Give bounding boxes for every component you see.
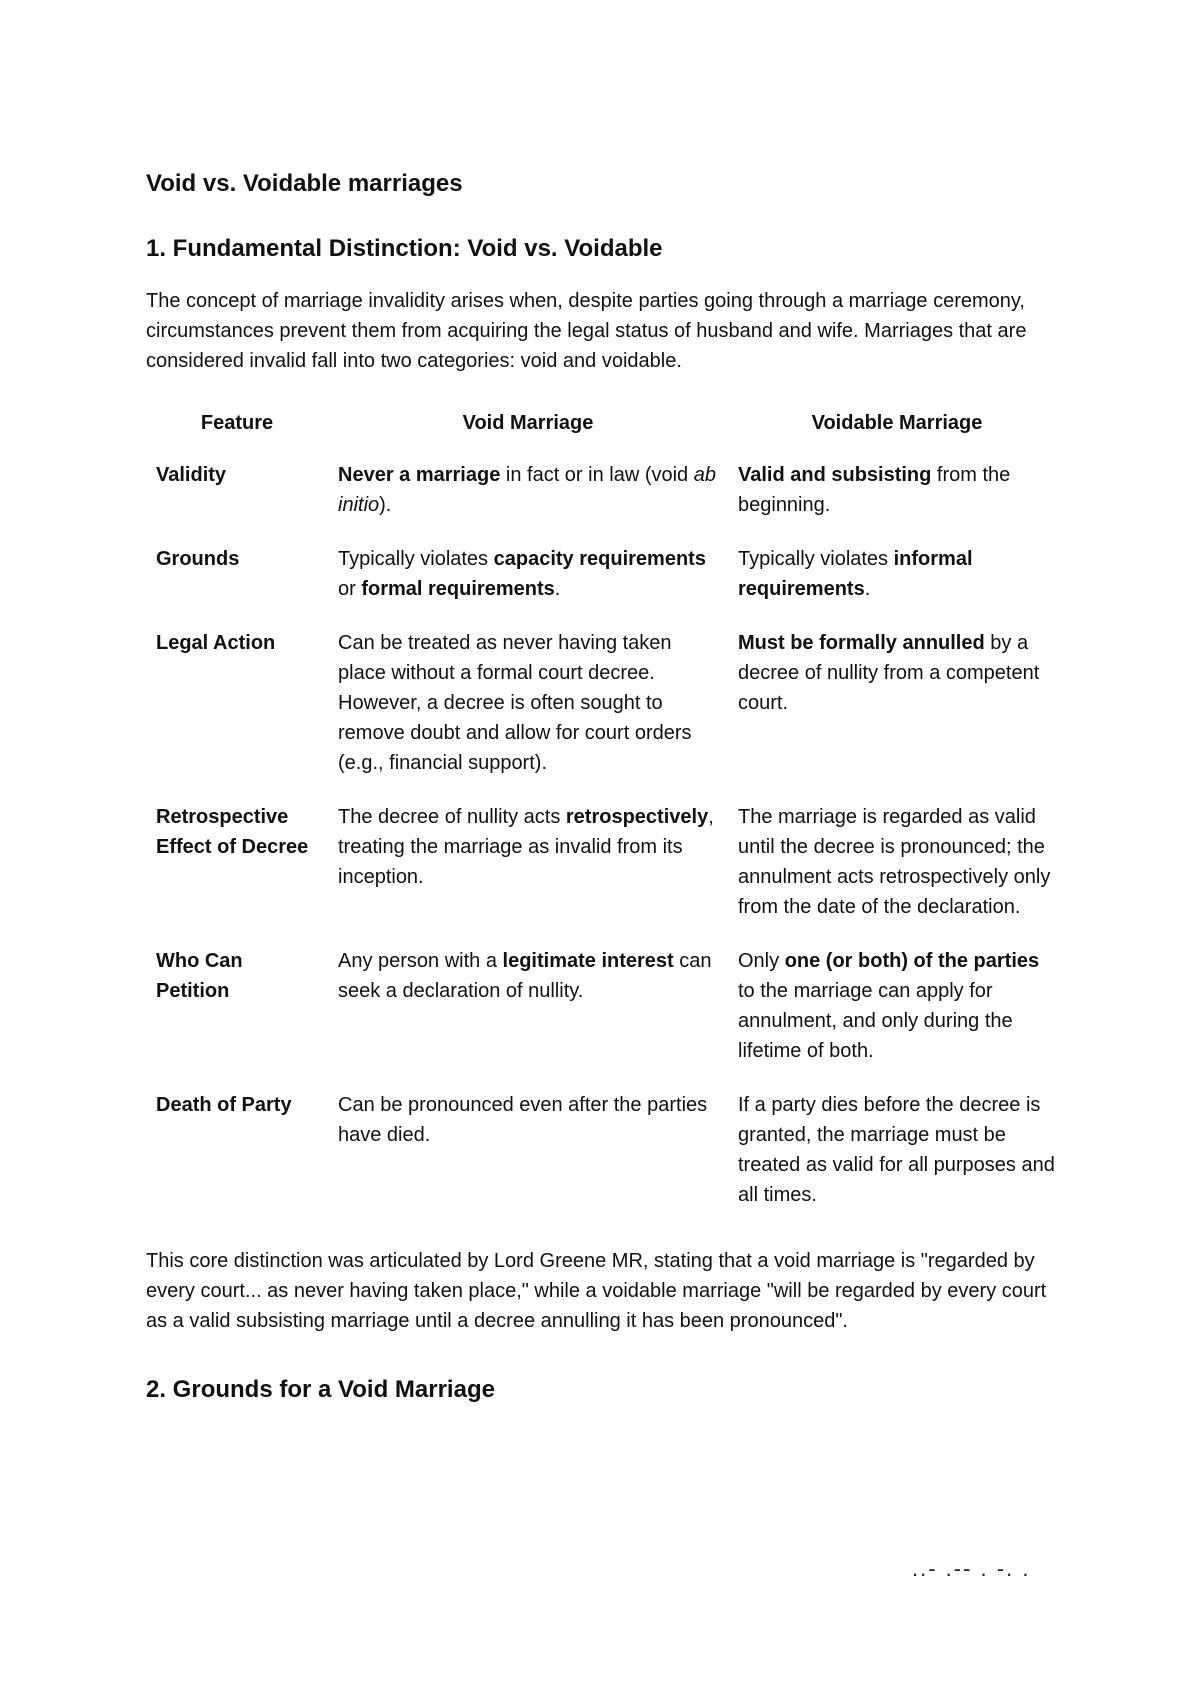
row-feature-label: Validity [156, 463, 227, 486]
table-row [146, 454, 1066, 538]
row-feature-label: Legal Action [156, 631, 276, 654]
section-1-heading: 1. Fundamental Distinction: Void vs. Voidable [146, 234, 663, 262]
row-voidable-cell: If a party dies before the decree is granted, the marriage must be treated as valid for all purposes and all times. [738, 1093, 1055, 1206]
row-voidable-cell: Must be formally annulled by a decree of nullity from a competent court. [738, 631, 1040, 714]
row-voidable-cell: Typically violates informal requirements. [738, 547, 973, 600]
row-feature-label: Retrospective Effect of Decree [156, 805, 309, 858]
header-voidable: Voidable Marriage [811, 411, 983, 434]
table-row [146, 538, 1066, 622]
table-row [146, 622, 1066, 796]
document-title: Void vs. Voidable marriages [146, 170, 463, 197]
row-voidable-cell: Valid and subsisting from the beginning. [738, 463, 1011, 516]
comparison-table [146, 408, 1066, 1228]
row-feature-label: Death of Party [156, 1093, 292, 1116]
row-voidable-cell: The marriage is regarded as valid until the decree is pronounced; the annulment acts retrospectively only from the date of the declaration. [738, 805, 1051, 918]
table-row [146, 940, 1066, 1084]
table-header-row [146, 408, 1066, 454]
row-feature-label: Grounds [156, 547, 240, 570]
table-row [146, 796, 1066, 940]
footer-mark: ..- .-- . -. . [912, 1556, 1031, 1581]
row-void-cell: Any person with a legitimate interest can seek a declaration of nullity. [338, 949, 712, 1002]
section-2-heading: 2. Grounds for a Void Marriage [146, 1375, 495, 1403]
table-body [146, 454, 1066, 1228]
intro-paragraph: The concept of marriage invalidity arises when, despite parties going through a marriage ceremony, circumstances prevent them from acquiring the legal status of husband and wife. Marriages that are considered invalid fall into two categories: void and voidable. [146, 289, 1027, 372]
row-void-cell: Never a marriage in fact or in law (void ab initio). [338, 463, 716, 516]
row-void-cell: Typically violates capacity requirements or formal requirements. [338, 547, 706, 600]
closing-paragraph: This core distinction was articulated by Lord Greene MR, stating that a void marriage is "regarded by every court... as never having taken place," while a voidable marriage "will be regarded by every court as a valid subsisting marriage until a decree annulling it has been pronounced". [146, 1249, 1047, 1332]
row-void-cell: Can be treated as never having taken place without a formal court decree. However, a decree is often sought to remove doubt and allow for court orders (e.g., financial support). [338, 631, 692, 774]
document-page [146, 170, 1066, 1426]
row-void-cell: Can be pronounced even after the parties have died. [338, 1093, 708, 1146]
row-voidable-cell: Only one (or both) of the parties to the marriage can apply for annulment, and only during the lifetime of both. [738, 949, 1040, 1062]
row-feature-label: Who Can Petition [156, 949, 243, 1002]
header-feature: Feature [200, 411, 274, 434]
header-void: Void Marriage [462, 411, 594, 434]
row-void-cell: The decree of nullity acts retrospectively, treating the marriage as invalid from its inception. [338, 805, 714, 888]
table-row [146, 1084, 1066, 1228]
